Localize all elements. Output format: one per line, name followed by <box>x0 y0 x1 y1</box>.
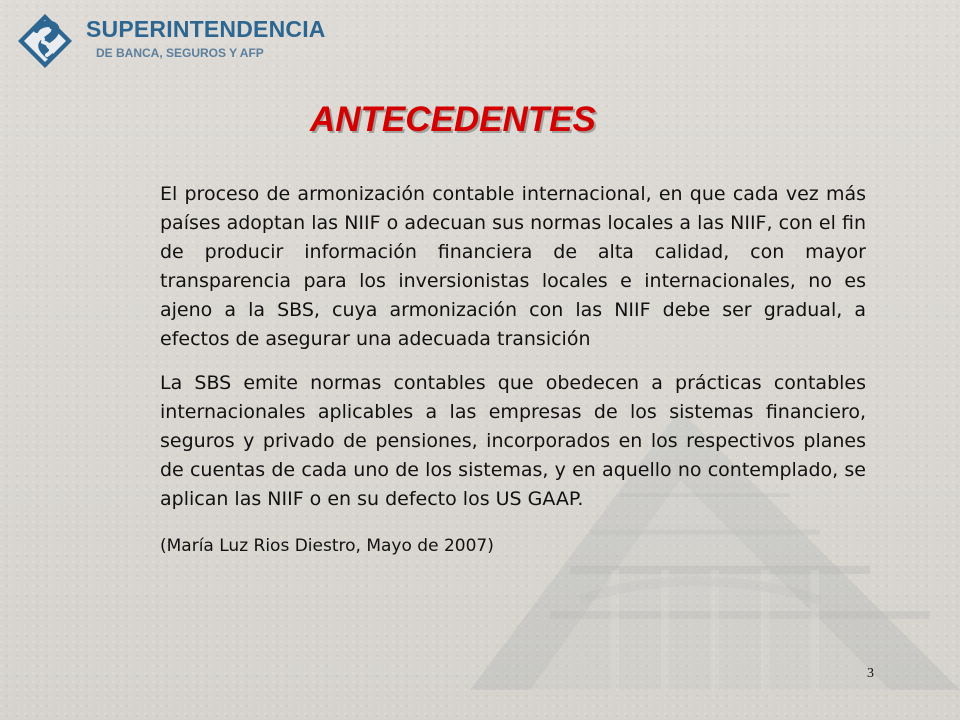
superintendencia-logo-icon <box>14 12 76 70</box>
superintendencia-logo <box>14 12 326 70</box>
intro-paragraph: El proceso de armonización contable internacional, en que cada vez más países adoptan las NIIF o adecuan sus normas locales a las NIIF, con el fin de producir información financiera de alta calidad, con mayor transparencia para los inversionistas locales e internacionales, no es ajeno a la SBS, cuya armonización con las NIIF debe ser gradual, a efectos de asegurar una adecuada transición <box>160 183 866 350</box>
page-number: 3 <box>867 666 874 681</box>
citation: (María Luz Rios Diestro, Mayo de 2007) <box>160 536 494 556</box>
logo-title: SUPERINTENDENCIA <box>86 16 326 42</box>
slide-body <box>160 180 866 557</box>
sbs-paragraph: La SBS emite normas contables que obedecen a prácticas contables internacionales aplicables a las empresas de los sistemas financiero, seguros y privado de pensiones, incorporados en los respectivos planes de cuentas de cada uno de los sistemas, y en aquello no contemplado, se aplican las NIIF o en su defecto los US GAAP. <box>160 372 866 510</box>
slide-title: ANTECEDENTES <box>310 100 596 139</box>
logo-subtitle: DE BANCA, SEGUROS Y AFP <box>96 46 264 60</box>
